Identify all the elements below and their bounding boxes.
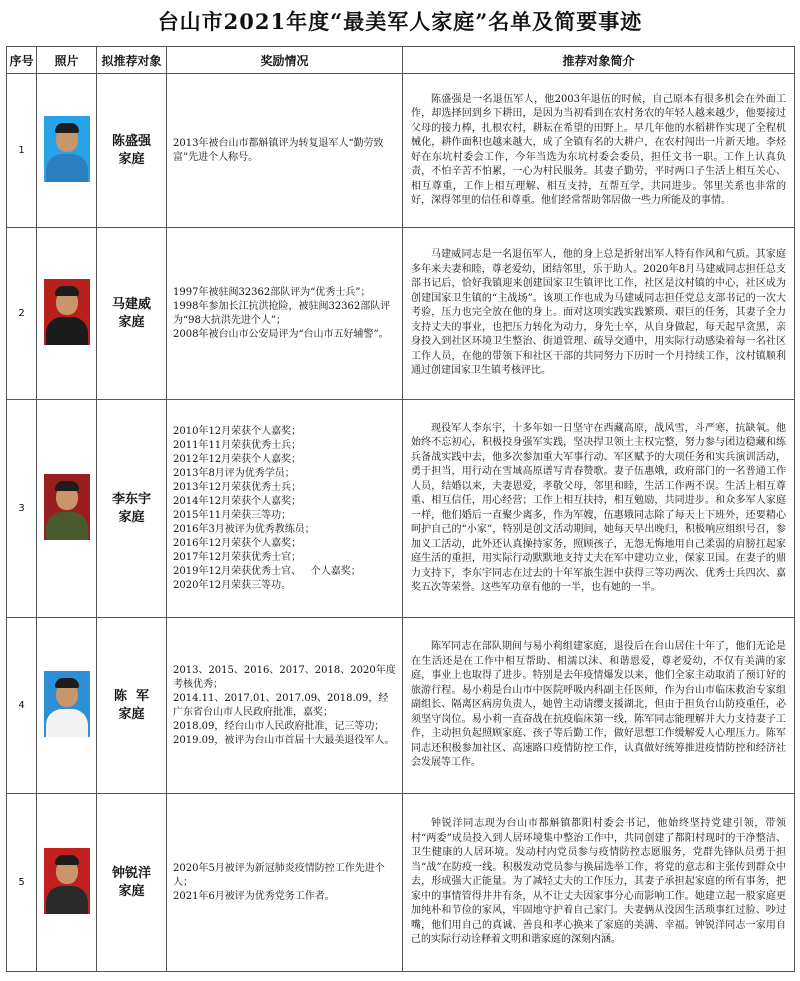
portrait-photo [44, 116, 90, 182]
award-entry: 2020年5月被评为新冠肺炎疫情防控工作先进个人； [173, 862, 385, 888]
award-entry: 2015年11月荣获三等功； [173, 509, 292, 521]
photo-cell [37, 618, 97, 794]
header-intro: 推荐对象简介 [403, 47, 795, 74]
header-awards: 奖励情况 [167, 47, 403, 74]
award-entry: 2011年11月荣获优秀士兵； [173, 439, 302, 451]
awards-cell [167, 794, 403, 972]
table-row [7, 228, 795, 400]
photo-cell [37, 74, 97, 228]
nominee-name [97, 400, 167, 618]
award-entry: 1997年被驻闽32362部队评为“优秀士兵”； [173, 286, 371, 298]
award-entry: 2019年12月荣获优秀士官、 个人嘉奖； [173, 565, 361, 577]
photo-cell [37, 400, 97, 618]
portrait-photo [44, 671, 90, 737]
award-entry: 2013、2015、2016、2017、2018、2020年度考核优秀； [173, 664, 396, 690]
nominee-name [97, 794, 167, 972]
portrait-photo [44, 279, 90, 345]
table-row [7, 618, 795, 794]
intro-cell [403, 794, 795, 972]
nominee-name-line: 陈盛强 [111, 133, 151, 149]
intro-paragraph: 陈军同志在部队期间与易小莉组建家庭，退役后在台山居住十年了，他们无论是在生活还是在工作中相互帮助、相濡以沫、和谐恩爱，尊老爱幼，不仅有美满的家庭，事业上也取得了进步。特别是去年疫情爆发以来，他们全家主动取消了预订好的旅游行程。易小莉是台山市中医院呼吸内科副主任医师，作为台山市临床救治专家组副组长、隔离区病房负责人，她曾主动请缨支援湖北，但由于担负台山防疫重任，必须坚守岗位。易小莉一直奋战在抗疫临床第一线，陈军同志能理解并大力支持妻子工作，主动担负起照顾家庭、孩子等后勤工作，做好思想工作缓解爱人心理压力。陈军同志还积极参加社区、高速路口疫情防控工作，认真做好统筹推进疫情防控和经济社会发展等工作。 [411, 641, 786, 769]
nominee-name-line: 陈 军 [113, 688, 150, 704]
header-photo: 照片 [37, 47, 97, 74]
row-index: 5 [7, 794, 37, 972]
award-entry: 2013年12月荣获优秀士兵； [173, 481, 302, 493]
row-index: 4 [7, 618, 37, 794]
header-index: 序号 [7, 47, 37, 74]
award-entry: 2008年被台山市公安局评为“台山市五好辅警”。 [173, 328, 389, 340]
nominee-name-line: 李东宇 [111, 491, 151, 507]
award-entry: 2013年被台山市都斛镇评为转复退军人“勤劳致富”先进个人称号。 [173, 137, 384, 163]
table-row [7, 400, 795, 618]
header-nominee: 拟推荐对象 [97, 47, 167, 74]
awards-cell [167, 618, 403, 794]
document-title: 台山市2021年度“最美军人家庭”名单及简要事迹 [157, 9, 643, 34]
award-entry: 2016年12月荣获个人嘉奖； [173, 537, 302, 549]
nominee-name [97, 618, 167, 794]
award-entry: 1998年参加长江抗洪抢险，被驻闽32362部队评为“98大抗洪先进个人”； [173, 300, 391, 326]
table-row [7, 74, 795, 228]
nominee-family-label: 家庭 [118, 706, 145, 722]
awards-cell [167, 228, 403, 400]
intro-paragraph: 钟锐洋同志现为台山市都斛镇都阳村委会书记，他始终坚持党建引领，带领村“两委”成员投入到人居环境集中整治工作中，共同创建了都阳村现时的干净整洁、卫生健康的人居环境。发动村内党员参与疫情防控志愿服务，党群先锋队员勇于担当“战”在防疫一线。积极发动党员参与换届选举工作，将党的意志和主张传到群众中去，形成强大正能量。为了减轻丈夫的工作压力，其妻子承担起家庭的所有事务，把家中的事情管得井井有条，从不让丈夫因家事分心而影响工作。她建立起一般家庭更加纯朴和节俭的家风，牢固地守护着自己家门。夫妻俩从没因生活琐事红过脸、吵过嘴，他们用自己的真诚、善良和孝心换来了家庭的美满、幸福。钟锐洋同志一家用自己的实际行动诠释着文明和谐家庭的深刻内涵。 [411, 818, 786, 946]
award-entry: 2010年12月荣获个人嘉奖； [173, 425, 302, 437]
intro-cell [403, 74, 795, 228]
honoree-table [6, 46, 795, 972]
photo-cell [37, 228, 97, 400]
portrait-photo [44, 848, 90, 914]
nominee-name-line: 钟锐洋 [111, 865, 151, 881]
photo-cell [37, 794, 97, 972]
row-index: 3 [7, 400, 37, 618]
table-header-row [7, 47, 795, 74]
award-entry: 2013年8月评为优秀学员； [173, 467, 295, 479]
award-entry: 2017年12月荣获优秀士官； [173, 551, 302, 563]
portrait-photo [44, 474, 90, 540]
row-index: 2 [7, 228, 37, 400]
nominee-family-label: 家庭 [118, 509, 145, 525]
nominee-family-label: 家庭 [118, 314, 145, 330]
intro-cell [403, 400, 795, 618]
nominee-family-label: 家庭 [118, 883, 145, 899]
nominee-name [97, 228, 167, 400]
nominee-name-line: 马建威 [111, 296, 151, 312]
award-entry: 2021年6月被评为优秀党务工作者。 [173, 890, 335, 902]
row-index: 1 [7, 74, 37, 228]
intro-paragraph: 马建威同志是一名退伍军人，他的身上总是折射出军人特有作风和气质。其家庭多年来夫妻和睦，尊老爱幼，团结邻里，乐于助人。2020年8月马建威同志担任总支部书记后，恰好我镇迎来创建国家卫生镇评比工作，社区是汶村镇的中心，社区成为创建国家卫生镇的“主战场”。该项工作也成为马建威同志担任党总支部书记的一次大考验，压力也完全放在他的身上。面对这项实践实践繁琐、艰巨的任务，其妻子全力支持丈夫的事业，也把压力转化为动力，身先士卒，从自身做起，每天起早贪黑，亲身投入到社区环境卫生整治、街道管理、疏导交通中，用实际行动感染着每一名社区工作人员，在他的带领下和社区干部的共同努力下历时一个月持续工作，汶村镇顺利通过创建国家卫生镇考核评比。 [411, 249, 786, 377]
award-entry: 2016年3月被评为优秀教练员； [173, 523, 315, 535]
nominee-family-label: 家庭 [118, 151, 145, 167]
award-entry: 2014年12月荣获个人嘉奖； [173, 495, 302, 507]
intro-paragraph: 现役军人李东宇，十多年如一日坚守在西藏高原，战风雪，斗严寒，抗缺氧。他始终不忘初心，积极投身强军实践，坚决捍卫领土主权完整，努力参与团边稳藏和练兵备战实践中去，他多次参加重大军事行动、军区赋予的大项任务和实兵演训活动，勇于担当，用行动在雪域高原谱写青春赞歌。妻子伍惠娥，政府部门的一名普通工作人员，结婚以来，夫妻恩爱，孝敬父母，邻里和睦，生活工作两不误。生活上相互尊重、相互信任，用心经营；工作上相互扶持，相互勉励，共同进步。和众多军人家庭一样，他们婚后一直聚少离多，作为军嫂，伍惠娥同志除了每天上下班外，还要精心呵护自己的“小家”，特别是创文活动期间，她每天早出晚归，积极响应组织号召，参加义工活动，此外还认真操持家务，照顾孩子，无怨无悔地用自己柔弱的肩膀扛起家庭生活的重担，用实际行动默默地支持丈夫在军中建功立业，保家卫国。在妻子的鼎力支持下，李东宇同志在过去的十年军旅生涯中获得三等功两次、优秀士兵四次、嘉奖五次等荣誉。这些军功章有他的一半，也有她的一半。 [411, 422, 786, 593]
awards-cell [167, 400, 403, 618]
award-entry: 2014.11、2017.01、2017.09、2018.09，经广东省台山市人民政府批准，嘉奖； [173, 692, 389, 718]
awards-cell [167, 74, 403, 228]
intro-paragraph: 陈盛强是一名退伍军人，他2003年退伍的时候，自己原本有很多机会在外面工作，却选择回到乡下耕田，是因为当初看到在农村务农的年轻人越来越少，他要接过父母的接力棒，扎根农村，耕耘在希望的田野上。早几年他的水稻耕作实现了全程机械化，耕作面积也越来越大，成了全镇有名的大耕户，在农村闯出一片新天地。李烃好在东坑村委会工作，今年当选为东坑村委会委员，担任文书一职。工作上认真负责，不怕辛苦不怕累，一心为村民服务。其妻子勤劳，平时两口子生活上相互关心、相互尊重，工作上相互理解、相互支持，互帮互学，共同进步。邻里关系也非常的好，深得邻里的信任和尊重。他们经常帮助邻居做一些力所能及的事情。 [411, 93, 786, 206]
intro-cell [403, 228, 795, 400]
intro-cell [403, 618, 795, 794]
nominee-name [97, 74, 167, 228]
award-entry: 2020年12月荣获三等功。 [173, 579, 292, 591]
table-row [7, 794, 795, 972]
award-entry: 2018.09，经台山市人民政府批准，记三等功； [173, 720, 385, 732]
award-entry: 2019.09，被评为台山市首届十大最美退役军人。 [173, 734, 395, 746]
award-entry: 2012年12月荣获个人嘉奖； [173, 453, 302, 465]
